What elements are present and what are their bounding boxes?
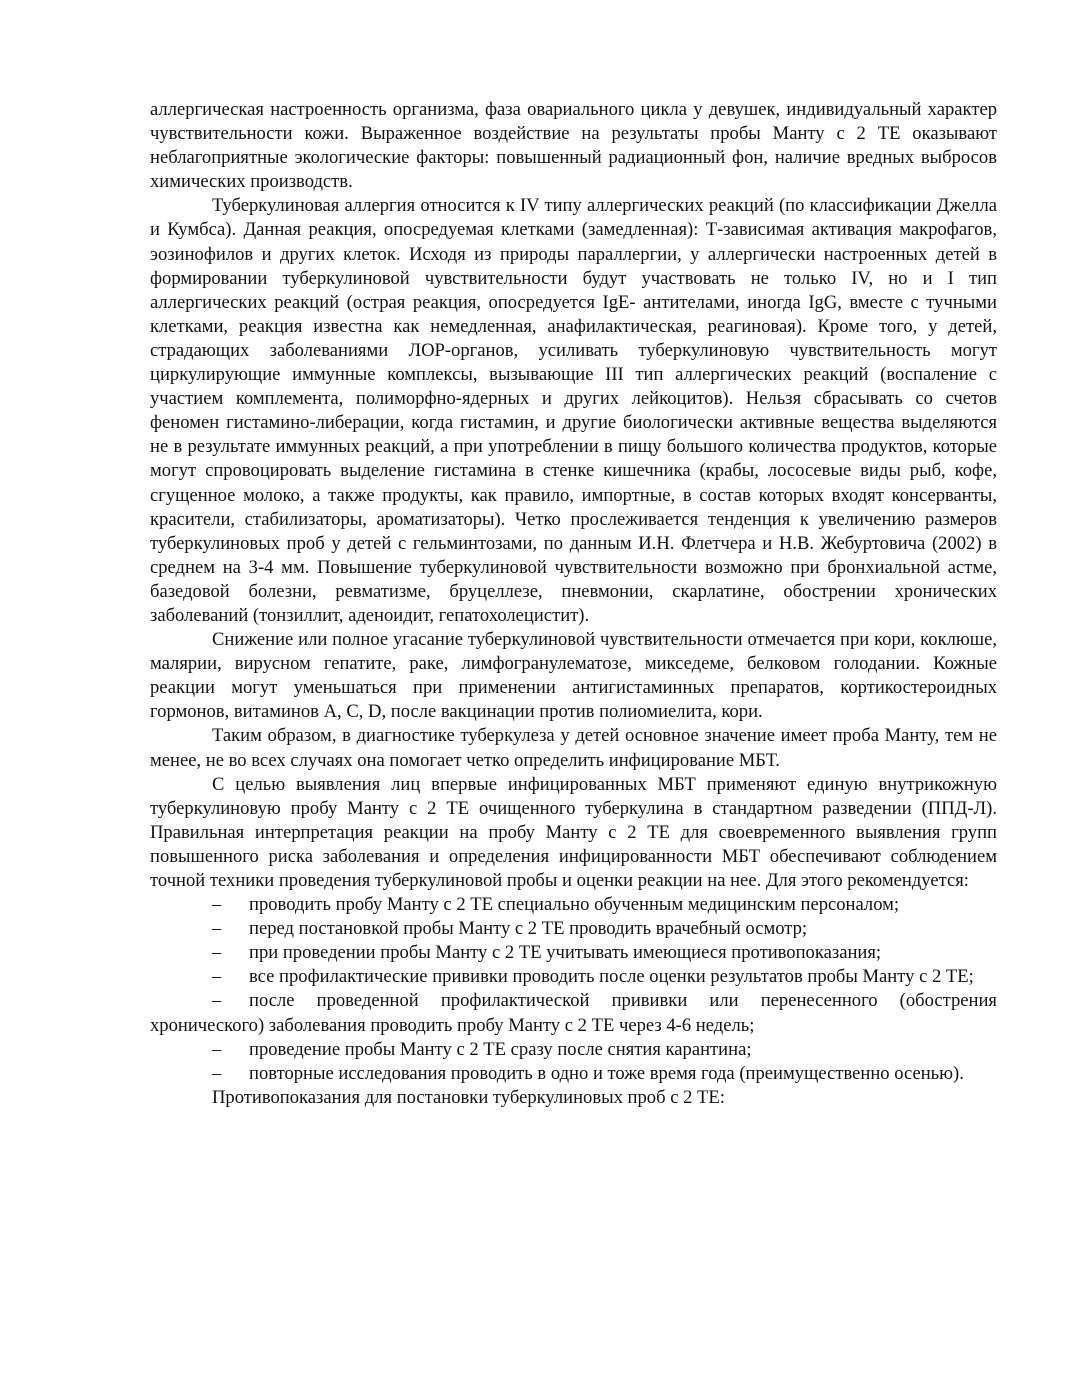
list-item	[150, 1038, 997, 1062]
dash-bullet: –	[212, 990, 222, 1012]
paragraph-sensitivity-decrease: Снижение или полное угасание туберкулиновой чувствительности отмечается при кори, коклюше, малярии, вирусном гепатите, раке, лимфогранулематозе, микседеме, белковом голодании. Кожные реакции могут уменьшаться при применении антигистаминных препаратов, кортикостероидных гормонов, витаминов А, С, D, после вакцинации против полиомиелита, кори.	[150, 629, 997, 723]
list-item-text: перед постановкой пробы Манту с 2 ТЕ проводить врачебный осмотр;	[249, 918, 808, 940]
list-item	[150, 893, 997, 917]
list-item	[150, 965, 997, 989]
list-item-text: проводить пробу Манту с 2 ТЕ специально обученным медицинским персоналом;	[249, 894, 900, 916]
paragraph-recommendations-intro: С целью выявления лиц впервые инфицированных МБТ применяют единую внутрикожную туберкулиновую пробу Манту с 2 ТЕ очищенного туберкулина в стандартном разведении (ППД-Л). Правильная интерпретация реакции на пробу Манту с 2 ТЕ для своевременного выявления групп повышенного риска заболевания и определения инфицированности МБТ обеспечивают соблюдением точной техники проведения туберкулиновой пробы и оценки реакции на нее. Для этого рекомендуется:	[150, 773, 997, 891]
dash-bullet: –	[212, 942, 222, 964]
list-item	[150, 917, 997, 941]
recommendations-list	[150, 893, 997, 1086]
list-item-text: после проведенной профилактической прививки или перенесенного (обострения хронического) заболевания проводить пробу Манту с 2 ТЕ через 4-6 недель;	[150, 990, 997, 1036]
dash-bullet: –	[212, 918, 222, 940]
paragraph-intro-continuation: аллергическая настроенность организма, фаза овариального цикла у девушек, индивидуальный характер чувствительности кожи. Выраженное воздействие на результаты пробы Манту с 2 ТЕ оказывают неблагоприятные экологические факторы: повышенный радиационный фон, наличие вредных выбросов химических производств.	[150, 99, 997, 193]
list-item	[150, 1062, 997, 1086]
paragraph-conclusion: Таким образом, в диагностике туберкулеза у детей основное значение имеет проба Манту, тем не менее, не во всех случаях она помогает четко определить инфицирование МБТ.	[150, 725, 997, 771]
dash-bullet: –	[212, 966, 222, 988]
dash-bullet: –	[212, 894, 222, 916]
document-page	[150, 98, 997, 1110]
dash-bullet: –	[212, 1062, 222, 1084]
list-item	[150, 941, 997, 965]
list-item-text: при проведении пробы Манту с 2 ТЕ учитывать имеющиеся противопоказания;	[249, 942, 882, 964]
list-item-text: повторные исследования проводить в одно и тоже время года (преимущественно осенью).	[249, 1062, 964, 1084]
paragraph-tuberculin-allergy: Туберкулиновая аллергия относится к IV типу аллергических реакций (по классификации Джелла и Кумбса). Данная реакция, опосредуемая клетками (замедленная): Т-зависимая активация макрофагов, эозинофилов и других клеток. Исходя из природы параллергии, у аллергически настроенных детей в формировании туберкулиновой чувствительности будут участвовать не только IV, но и I тип аллергических реакций (острая реакция, опосредуется IgE- антителами, иногда IgG, вместе с тучными клетками, реакция известна как немедленная, анафилактическая, реагиновая). Кроме того, у детей, страдающих заболеваниями ЛОР-органов, усиливать туберкулиновую чувствительность могут циркулирующие иммунные комплексы, вызывающие III тип аллергических реакций (воспаление с участием комплемента, полиморфно-ядерных и других лейкоцитов). Нельзя сбрасывать со счетов феномен гистамино-либерации, когда гистамин, и другие биологически активные вещества выделяются не в результате иммунных реакций, а при употреблении в пищу большого количества продуктов, которые могут спровоцировать выделение гистамина в стенке кишечника (крабы, лососевые виды рыб, кофе, сгущенное молоко, а также продукты, как правило, импортные, в состав которых входят консерванты, красители, стабилизаторы, ароматизаторы). Четко прослеживается тенденция к увеличению размеров туберкулиновых проб у детей с гельминтозами, по данным И.Н. Флетчера и Н.В. Жебуртовича (2002) в среднем на 3-4 мм. Повышение туберкулиновой чувствительности возможно при бронхиальной астме, базедовой болезни, ревматизме, бруцеллезе, пневмонии, скарлатине, обострении хронических заболеваний (тонзиллит, аденоидит, гепатохолецистит).	[150, 195, 997, 626]
dash-bullet: –	[212, 1038, 222, 1060]
paragraph-contraindications-heading: Противопоказания для постановки туберкулиновых проб с 2 ТЕ:	[212, 1086, 725, 1108]
list-item	[150, 989, 997, 1037]
list-item-text: проведение пробы Манту с 2 ТЕ сразу после снятия карантина;	[249, 1038, 752, 1060]
list-item-text: все профилактические прививки проводить после оценки результатов пробы Манту с 2 ТЕ;	[249, 966, 974, 988]
